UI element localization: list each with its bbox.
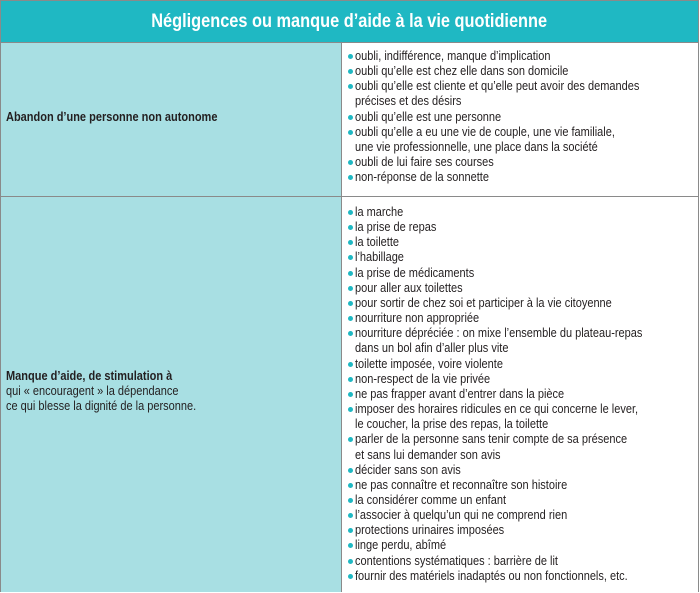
list-item-text: la marche: [355, 205, 404, 219]
list-item: [348, 296, 696, 311]
list-item: [348, 493, 696, 508]
bullet-icon: [348, 130, 353, 135]
list-item-text: protections urinaires imposées: [355, 523, 505, 538]
bullet-icon: [348, 498, 353, 503]
bullet-icon: [348, 483, 353, 488]
list-item: [348, 250, 696, 265]
bullet-icon: [348, 437, 353, 442]
list-item-text: pour aller aux toilettes: [355, 280, 463, 295]
bullet-icon: [348, 513, 353, 518]
bullet-icon: [348, 69, 353, 74]
list-item: [348, 569, 696, 584]
list-item-text: non-réponse de la sonnette: [355, 170, 489, 185]
table-title: [1, 1, 698, 42]
list-item: [348, 372, 696, 387]
bullet-icon: [348, 271, 353, 276]
bullet-icon: [348, 301, 353, 306]
list-item-text: toilette imposée, voire violente: [355, 356, 503, 371]
table-title-text: Négligences ou manque d’aide à la vie quotidienne: [151, 11, 548, 32]
list-item-text: la considérer comme un enfant: [355, 492, 507, 507]
list-item-text: la toilette: [355, 235, 400, 250]
list-item: [348, 387, 696, 402]
bullet-icon: [348, 331, 353, 336]
category-cell: [1, 43, 342, 196]
list-item: [348, 155, 696, 170]
list-item: [348, 235, 696, 250]
list-item-text: oubli qu’elle est chez elle dans son domicile: [355, 64, 569, 79]
bullet-icon: [348, 468, 353, 473]
list-item-text: oubli qu’elle a eu une vie de couple, une vie familiale,: [355, 124, 615, 139]
bullet-icon: [348, 225, 353, 230]
category-label: Abandon d’une personne non autonome: [6, 110, 218, 124]
list-item: [348, 281, 696, 296]
bullet-icon: [348, 115, 353, 120]
list-item-text: l’habillage: [355, 250, 404, 265]
bullet-icon: [348, 543, 353, 548]
table-row-manque-aide: [1, 196, 698, 592]
list-item-text: l’associer à quelqu’un qui ne comprend rien: [355, 508, 568, 523]
items-cell: [342, 197, 698, 592]
list-item: [348, 326, 696, 356]
list-item-text: et sans lui demander son avis: [355, 447, 501, 462]
list-item-text: précises et des désirs: [355, 94, 462, 109]
list-item-text: décider sans son avis: [355, 462, 461, 477]
bullet-icon: [348, 392, 353, 397]
list-item: [348, 311, 696, 326]
list-item-text: nourriture non appropriée: [355, 311, 480, 326]
list-item: [348, 554, 696, 569]
list-item-text: imposer des horaires ridicules en ce qui concerne le lever,: [355, 402, 639, 417]
list-item-text: non-respect de la vie privée: [355, 371, 491, 386]
list-item: [348, 523, 696, 538]
bullet-icon: [348, 210, 353, 215]
item-list: [348, 49, 696, 185]
bullet-icon: [348, 528, 353, 533]
list-item-text: oubli, indifférence, manque d’implication: [355, 49, 551, 63]
list-item-text: oubli qu’elle est cliente et qu’elle peut avoir des demandes: [355, 79, 640, 94]
bullet-icon: [348, 255, 353, 260]
list-item-text: linge perdu, abîmé: [355, 538, 447, 553]
list-item: [348, 478, 696, 493]
bullet-icon: [348, 316, 353, 321]
list-item-text: contentions systématiques : barrière de lit: [355, 553, 558, 568]
bullet-icon: [348, 160, 353, 165]
list-item: [348, 110, 696, 125]
list-item-text: le coucher, la prise des repas, la toilette: [355, 417, 549, 432]
category-label: Manque d’aide, de stimulation à: [6, 369, 173, 383]
list-item-text: la prise de repas: [355, 220, 437, 235]
bullet-icon: [348, 175, 353, 180]
list-item-text: pour sortir de chez soi et participer à la vie citoyenne: [355, 295, 612, 310]
list-item-text: nourriture dépréciée : on mixe l’ensemble du plateau-repas: [355, 326, 643, 341]
list-item-text: oubli de lui faire ses courses: [355, 155, 494, 170]
category-sublabel: ce qui blesse la dignité de la personne.: [6, 399, 197, 414]
bullet-icon: [348, 362, 353, 367]
bullet-icon: [348, 54, 353, 59]
list-item-text: oubli qu’elle est une personne: [355, 109, 502, 124]
list-item-text: dans un bol afin d’aller plus vite: [355, 341, 509, 356]
bullet-icon: [348, 286, 353, 291]
list-item-text: ne pas connaître et reconnaître son histoire: [355, 477, 568, 492]
list-item-text: ne pas frapper avant d’entrer dans la pièce: [355, 386, 565, 401]
item-list: [348, 205, 696, 584]
bullet-icon: [348, 407, 353, 412]
list-item: [348, 49, 696, 64]
list-item-text: fournir des matériels inadaptés ou non fonctionnels, etc.: [355, 568, 628, 583]
list-item: [348, 220, 696, 235]
list-item: [348, 266, 696, 281]
list-item: [348, 402, 696, 432]
list-item: [348, 538, 696, 553]
list-item: [348, 508, 696, 523]
bullet-icon: [348, 84, 353, 89]
bullet-icon: [348, 574, 353, 579]
list-item: [348, 125, 696, 155]
list-item-text: la prise de médicaments: [355, 265, 475, 280]
list-item: [348, 463, 696, 478]
table-row-abandon: [1, 42, 698, 196]
list-item: [348, 170, 696, 185]
items-cell: [342, 43, 698, 196]
list-item: [348, 357, 696, 372]
bullet-icon: [348, 240, 353, 245]
list-item: [348, 205, 696, 220]
list-item: [348, 79, 696, 109]
list-item: [348, 432, 696, 462]
list-item-text: parler de la personne sans tenir compte de sa présence: [355, 432, 628, 447]
list-item-text: une vie professionnelle, une place dans la société: [355, 139, 598, 154]
bullet-icon: [348, 559, 353, 564]
category-sublabel: qui « encouragent » la dépendance: [6, 384, 179, 399]
category-cell: [1, 197, 342, 592]
bullet-icon: [348, 377, 353, 382]
list-item: [348, 64, 696, 79]
